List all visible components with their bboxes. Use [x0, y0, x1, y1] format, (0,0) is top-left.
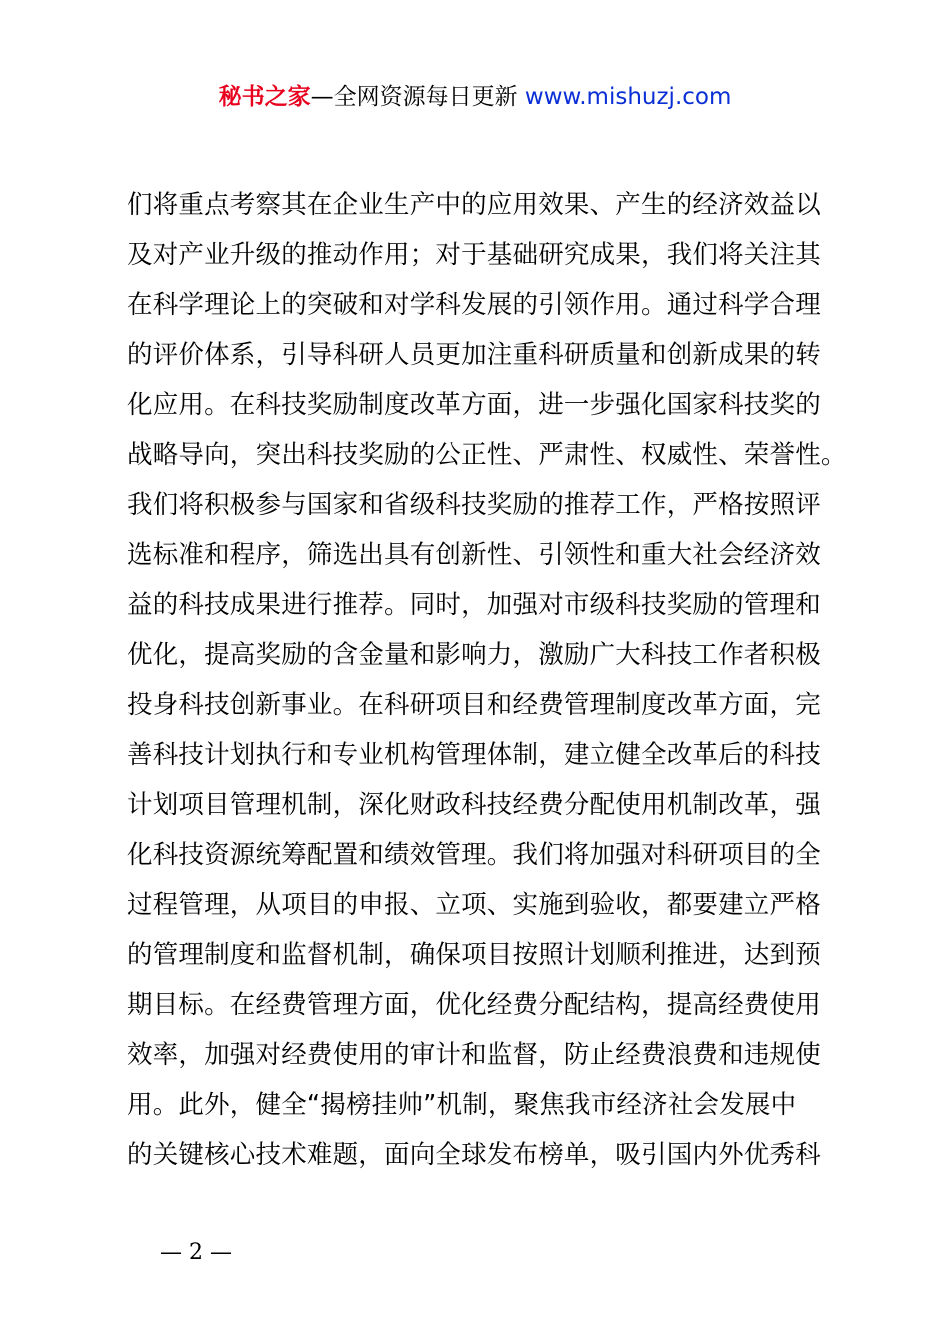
text-line: 善科技计划执行和专业机构管理体制，建立健全改革后的科技 — [127, 740, 821, 770]
text-line: 化应用。在科技奖励制度改革方面，进一步强化国家科技奖的 — [127, 390, 821, 420]
text-line: 优化，提高奖励的含金量和影响力，激励广大科技工作者积极 — [127, 640, 821, 670]
text-line: 的关键核心技术难题，面向全球发布榜单，吸引国内外优秀科 — [127, 1140, 821, 1170]
text-line: 及对产业升级的推动作用；对于基础研究成果，我们将关注其 — [127, 240, 821, 270]
text-line: 我们将积极参与国家和省级科技奖励的推荐工作，严格按照评 — [127, 490, 821, 520]
brand-name: 秘书之家 — [218, 84, 311, 110]
text-line: 的管理制度和监督机制，确保项目按照计划顺利推进，达到预 — [127, 940, 821, 970]
text-line: 的评价体系，引导科研人员更加注重科研质量和创新成果的转 — [127, 340, 821, 370]
site-url[interactable]: www.mishuzj.com — [524, 84, 732, 110]
header-tagline: —全网资源每日更新 — [310, 84, 525, 110]
page-number: — 2 — — [160, 1240, 232, 1265]
text-line: 计划项目管理机制，深化财政科技经费分配使用机制改革，强 — [127, 790, 821, 820]
text-line: 化科技资源统筹配置和绩效管理。我们将加强对科研项目的全 — [127, 840, 821, 870]
text-line: 们将重点考察其在企业生产中的应用效果、产生的经济效益以 — [127, 190, 821, 220]
text-line: 在科学理论上的突破和对学科发展的引领作用。通过科学合理 — [127, 290, 821, 320]
text-line: 过程管理，从项目的申报、立项、实施到验收，都要建立严格 — [127, 890, 821, 920]
text-line: 效率，加强对经费使用的审计和监督，防止经费浪费和违规使 — [127, 1040, 821, 1070]
text-line: 期目标。在经费管理方面，优化经费分配结构，提高经费使用 — [127, 990, 821, 1020]
page-header — [0, 80, 950, 114]
text-line: 战略导向，突出科技奖励的公正性、严肃性、权威性、荣誉性。 — [127, 440, 847, 470]
text-line: 投身科技创新事业。在科研项目和经费管理制度改革方面，完 — [127, 690, 821, 720]
body-text — [127, 180, 847, 1180]
text-line: 用。此外，健全“揭榜挂帅”机制，聚焦我市经济社会发展中 — [127, 1090, 797, 1120]
text-line: 选标准和程序，筛选出具有创新性、引领性和重大社会经济效 — [127, 540, 821, 570]
text-line: 益的科技成果进行推荐。同时，加强对市级科技奖励的管理和 — [127, 590, 821, 620]
